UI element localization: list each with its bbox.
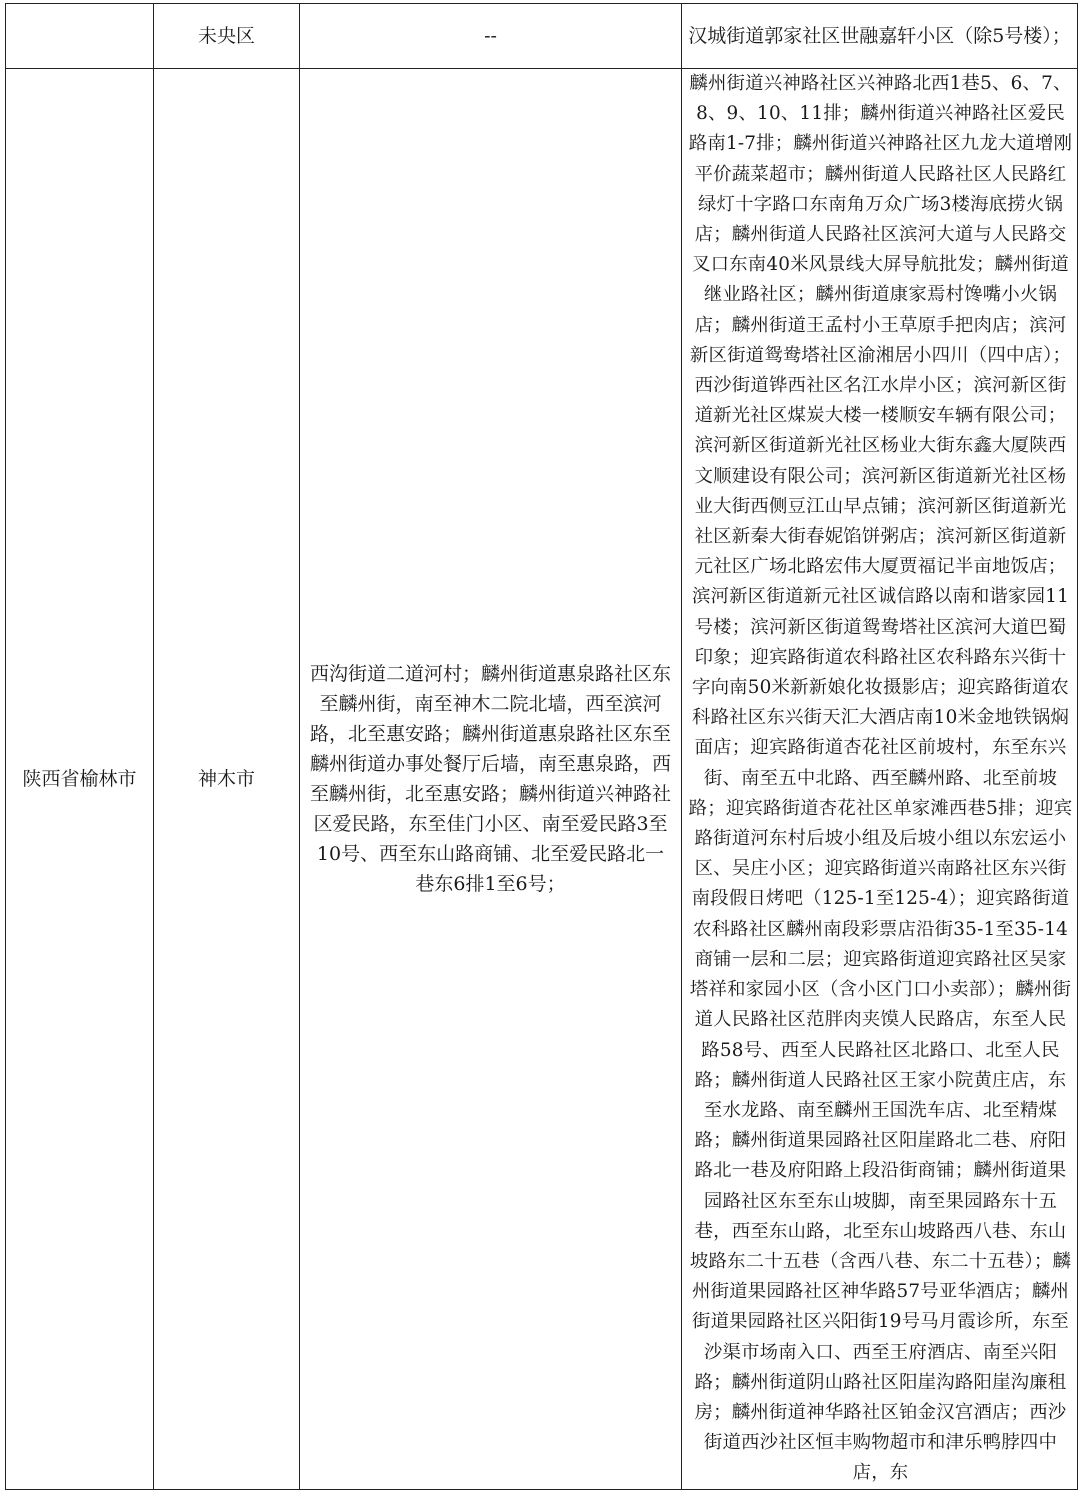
areas-detail-cell: 汉城街道郭家社区世融嘉轩小区（除5号楼）； [682, 4, 1078, 69]
areas-detail-cell: 麟州街道兴神路社区兴神路北西1巷5、6、7、8、9、10、11排；麟州街道兴神路社区爱民路南1-7排；麟州街道兴神路社区九龙大道增刚平价蔬菜超市；麟州街道人民路社区人民路红绿灯十字路口东南角万众广场3楼海底捞火锅店；麟州街道人民路社区滨河大道与人民路交叉口东南40米风景线大屏导航批发；麟州街道继业路社区；麟州街道康家焉村馋嘴小火锅店；麟州街道王孟村小王草原手把肉店；滨河新区街道鸳鸯塔社区渝湘居小四川（四中店）；西沙街道铧西社区名江水岸小区；滨河新区街道新光社区煤炭大楼一楼顺安车辆有限公司；滨河新区街道新光社区杨业大街东鑫大厦陕西文顺建设有限公司；滨河新区街道新光社区杨业大街西侧豆江山早点铺；滨河新区街道新光社区新秦大街春妮馅饼粥店；滨河新区街道新元社区广场北路宏伟大厦贾福记半亩地饭店；滨河新区街道新元社区诚信路以南和谐家园11号楼；滨河新区街道鸳鸯塔社区滨河大道巴蜀印象；迎宾路街道农科路社区农科路东兴街十字向南50米新新娘化妆摄影店；迎宾路街道农科路社区东兴街天汇大酒店南10米金地铁锅焖面店；迎宾路街道杏花社区前坡村，东至东兴街、南至五中北路、西至麟州路、北至前坡路；迎宾路街道杏花社区单家滩西巷5排；迎宾路街道河东村后坡小组及后坡小组以东宏运小区、吴庄小区；迎宾路街道兴南路社区东兴街南段假日烤吧（125-1至125-4）；迎宾路街道农科路社区麟州南段彩票店沿街35-1至35-14商铺一层和二层；迎宾路街道迎宾路社区吴家塔祥和家园小区（含小区门口小卖部）；麟州街道人民路社区范胖肉夹馍人民路店，东至人民路58号、西至人民路社区北路口、北至人民路；麟州街道人民路社区王家小院黄庄店，东至水龙路、南至麟州王国洗车店、北至精煤路；麟州街道果园路社区阳崖路北二巷、府阳路北一巷及府阳路上段沿街商铺；麟州街道果园路社区东至东山坡脚，南至果园路东十五巷，西至东山路，北至东山坡路西八巷、东山坡路东二十五巷（含西八巷、东二十五巷）；麟州街道果园路社区神华路57号亚华酒店；麟州街道果园路社区兴阳街19号马月霞诊所，东至沙渠市场南入口、西至王府酒店、南至兴阳路；麟州街道阴山路社区阳崖沟路阳崖沟廉租房；麟州街道神华路社区铂金汉宫酒店；西沙街道西沙社区恒丰购物超市和津乐鸭脖四中店，东 [682, 69, 1078, 1490]
city-cell [6, 4, 154, 69]
table-row [6, 4, 1078, 69]
areas-mid-cell: 西沟街道二道河村；麟州街道惠泉路社区东至麟州街，南至神木二院北墙，西至滨河路，北至惠安路；麟州街道惠泉路社区东至麟州街道办事处餐厅后墙，南至惠泉路，西至麟州街，北至惠安路；麟州街道兴神路社区爱民路，东至佳门小区、南至爱民路3至10号、西至东山路商铺、北至爱民路北一巷东6排1至6号； [300, 69, 682, 1490]
district-cell: 未央区 [154, 4, 300, 69]
city-cell: 陕西省榆林市 [6, 69, 154, 1490]
areas-mid-cell: -- [300, 4, 682, 69]
district-cell: 神木市 [154, 69, 300, 1490]
table-row [6, 69, 1078, 1490]
risk-area-table [5, 3, 1078, 1490]
